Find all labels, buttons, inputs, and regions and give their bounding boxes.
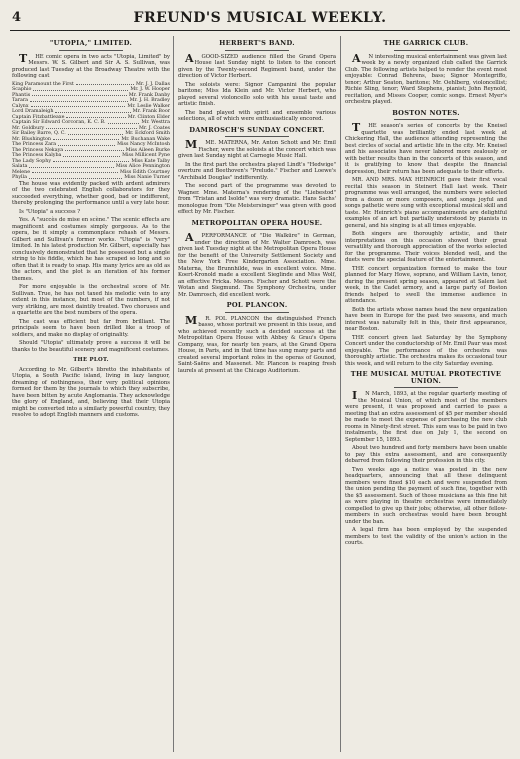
article-title: THE GARRICK CLUB. <box>383 39 469 47</box>
paragraph: According to Mr. Gilbert's libretto the inhabitants of Utopia, a South Pacific island, living in lazy languor, dreaming of nothingness, their very political opinions formed for them by the journals to which they subscribe, have been bitten by acute Anglomania. They acknowledge the glory of England, and, believing that their Utopia might be converted into a similarly powerful country, they resolve to adopt English manners and customs. <box>12 366 170 418</box>
paragraph: THE concert given last Saturday by the Symphony Concert under the conductorship of Mr. Emil Paur was most enjoyable. The performance of the orchestra was thoroughly artistic. The orchestra makes its occasional tour this week, and will return to the city Saturday evening. <box>345 334 507 367</box>
paragraph: The soloists were: Signor Campanini the popular baritone; Miss Ida Klein and Mr. Victor Herbert, who played several violoncello solo with his usual taste and artistic finish. <box>178 81 336 107</box>
paragraph: THE concert organization formed to make the tour planned for Mary Howe, soprano, and William Lavin, tenor, during the present spring season, appeared at Salem last week, in the Cadet armory, and a large party of Boston friends helped to swell the immense audience in attendance. <box>345 265 507 304</box>
column-3 <box>345 36 507 752</box>
column-1 <box>12 36 170 752</box>
cast-row: Captain Sir Edward Corcoran, K. C. B. Mr. Westtra <box>12 120 170 125</box>
cast-row: Calynx Mr. Leslie Walker <box>12 103 170 109</box>
page-number: 4 <box>12 10 22 25</box>
paragraph: The second part of the programme was devoted to Wagner. Mme. Materna's rendering of the "Liebestod" from "Tristan and Isolde" was very dramatic. Hans Sachs' monologue from "Die Meistersinger" was given with good effect by Mr. Fischer. <box>178 183 336 215</box>
cast-row: Melene Miss Edith Courtney <box>12 169 170 175</box>
cast-row: Tarara Mr. J. H. Bradley <box>12 98 170 103</box>
cast-row: King Paramount the First Mr. J. J. Dallas <box>12 81 170 87</box>
paragraph: MR. AND MRS. MAX HEINRICH gave their first vocal recital this season in Steinert Hall last week. Their programme was well arranged, the numbers were selected from a dozen or more composers, and songs joyful and songs pathetic were sung with exceptional musical skill and taste. Mr. Heinrich's piano accompaniments are delightful examples of an art but partially understood by pianists in general, and his singing is at all times enjoyable. <box>345 177 507 229</box>
paragraph: THE season's series of concerts by the Kneisel quartette was brilliantly ended last week at Chickering Hall, the audience attending representing the best circles of social and artistic life in the city. Mr. Kneisel and his associates have never labored more zealously or with better results than in the concerts of this season, and it is gratifying to know that despite the financial depression, their return has been adequate to their efforts. <box>345 121 507 175</box>
cast-row: The Lady Sophy Miss Kate Talby <box>12 158 170 164</box>
cast-row: Scaphio Mr. J. W. Hooper <box>12 87 170 92</box>
paragraph: The house was evidently packed with ardent admirers of the two celebrated English collaborators for they succeeded everything, whether good, bad or indifferent, thereby prolonging the performance until a very late hour. <box>12 180 170 206</box>
paragraph: MR. POL PLANCON the distinguished French basso, whose portrait we present in this issue, and who achieved recently such a decided success at the Metropolitan Opera House with Abbey & Grau's Opera Company, was, for nearly ten years, at the Grand Opera House, in Paris, and in that time has sung many parts and created several important roles in the operas of Gounod, Saint-Saëns and Massenet. Mr. Plancon is reaping fresh laurels at present at the Chicago Auditorium. <box>178 313 336 374</box>
article-title: HERBERT'S BAND. <box>219 39 295 47</box>
paragraph: For more enjoyable is the orchestral score of Mr. Sullivan. True, he has not taxed his melodic vein to any extent in this instance, but most of the numbers, if not very striking, are most daintily treated. Two choruses and a quartette are the best numbers of the opera. <box>12 284 170 316</box>
masthead: FREUND'S MUSICAL WEEKLY. <box>133 10 387 26</box>
cast-row: The Princess Nekaya Miss Aileen Burke <box>12 147 170 153</box>
paragraph: THE comic opera in two acts "Utopia, Limited" by Messrs. W. S. Gilbert and Sir A. S. Sullivan, was produced last Tuesday at the Broadway Theatre with the following cast <box>12 51 170 79</box>
paragraph: The cast was efficient but far from brilliant. The principals seem to have been drilled like a troop of soldiers, and make no display of originality. <box>12 318 170 338</box>
article-title: THE MUSICAL MUTUAL PROTECTIVE UNION. <box>350 370 502 385</box>
cast-list <box>12 82 170 181</box>
cast-row: Lord Dramaleigh Mr. Frank Boor <box>12 109 170 114</box>
article-title: "UTOPIA," LIMITED. <box>49 39 133 47</box>
paragraph: AGOOD-SIZED audience filled the Grand Opera House last Sunday night to listen to the concert given by the Twenty-second Regiment band, under the direction of Victor Herbert. <box>178 51 336 79</box>
column-divider <box>340 36 341 752</box>
paragraph: Both the artists whose names head the new organization have been in Europe for the past two seasons, and much interest was naturally felt in this, their first appearance, near Boston. <box>345 306 507 332</box>
paragraph: AN interesting musical entertainment was given last week by a newly organized club called the Garrick Club. The following artists helped to render the event most enjoyable: Conrad Behrens, bass; Signor Montegriffo, tenor; Arthur Seaton, baritone; Mr. Oehlberg, violoncellist; Richie Sling, tenor; Ward Stephens, pianist; John Reynold, recitation, and Misses Cooper, comic songs. Ernest Myer's orchestra played. <box>345 51 507 105</box>
cast-row: Mr. Goldbury Mr. J. Coates <box>12 125 170 131</box>
header-rule <box>10 30 510 31</box>
paragraph: In the first part the orchestra played Lindt's "Hedwige" overture and Beethoven's "Prelude." Fischer and Loewe's "Archibald Douglas" indifferently. <box>178 161 336 181</box>
article-title: DAMROSCH'S SUNDAY CONCERT. <box>189 125 325 134</box>
paragraph: A legal firm has been employed by the suspended members to test the validity of the union's action in the courts. <box>345 527 507 546</box>
cast-row: Phantis Mr. Frank Danby <box>12 92 170 98</box>
article-title: METROPOLITAN OPERA HOUSE. <box>191 218 323 227</box>
column-2 <box>178 36 336 752</box>
cast-row: Phylla Miss Nanie Turner <box>12 175 170 180</box>
paragraph: Is "Utopia" a success ? <box>19 208 81 215</box>
paragraph: Should "Utopia" ultimately prove a success it will be thanks to the beautiful scenery and magnificent costumes. <box>12 340 170 353</box>
cast-row: Sir Bailey Barre, Q. C. Mr. Eckford Smith <box>12 131 170 136</box>
paragraph: Two weeks ago a notice was posted in the new headquarters, announcing that all these delinquent members were fined $10 each and were suspended from the union pending the payment of such fine, together with the $5 assessment. Such of those musicians as this fine hit as were playing in theatre orchestras were immediately compelled to give up their jobs; otherwise, all other fellow-members in such orchestras would have been brought under the ban. <box>345 466 507 525</box>
paragraph: Yes. A "succès de mise en scène." The scenic effects are magnificent and costumes simply gorgeous. As to the opera, be it simply a commonplace rehash of Messrs. Gilbert and Sullivan's former works. "Utopia" is "very" limited. In his latest production Mr. Gilbert, especially has conclusively demonstrated that he possessed but a single string to his fiddle, which he has scraped so long and so often that it is ready to snap. His many lyrics are as old as the actors, and the plot is an iteration of his former themes. <box>12 217 170 282</box>
paragraph: Both singers are thoroughly artistic, and their interpretations on this occasion showed their great versatility and thorough appreciation of the works selected for the programme. Their voices blended well, and the duets were the special feature of the entertainment. <box>345 231 507 263</box>
cast-row: Captain Fitzbattleaxe Mr. Clinton Elder <box>12 114 170 120</box>
paragraph: About two hundred and forty members have been unable to pay this extra assessment, and are consequently debarred from following their profession in this city. <box>345 445 507 464</box>
paragraph: MME. MATERNA, Mr. Anton Schott and Mr. Emil Fischer, were the soloists at the concert which was given last Sunday night at Carnegie Music Hall. <box>178 138 336 159</box>
cast-row: Mr. Blushington Mr. Buchanan Wake <box>12 136 170 142</box>
section-subheading: THE PLOT. <box>73 357 109 363</box>
paragraph: APERFORMANCE of "Die Walküre" in German, under the direction of Mr. Walter Damrosch, was given last Tuesday night at the Metropolitan Opera House for the benefit of the University Settlement Society and the New York Free Kindergarten Association. Mme. Materna, the Brunnhilde, was in excellent voice. Mme. Koert-Kronold made a excellent Sieglinde and Miss Wolf, an effective Fricka. Messrs. Fischer and Schott were the Wotan and Siegmund. The Symphony Orchestra, under Mr. Damrosch, did excellent work. <box>178 231 336 298</box>
article-title: POL PLANCON. <box>226 301 288 309</box>
article-title: BOSTON NOTES. <box>392 108 460 117</box>
cast-row: The Princess Kalyba Miss Millicent Pyne <box>12 153 170 158</box>
cast-row: Salata Miss Alice Pennington <box>12 164 170 169</box>
column-divider <box>173 36 174 752</box>
paragraph: The band played with spirit and ensemble various selections, all of which were enthusiastically encored. <box>178 109 336 122</box>
cast-row: The Princess Zara Miss Nancy McIntosh <box>12 142 170 147</box>
paragraph: IN March, 1893, at the regular quarterly meeting of the Musical Union, of which most of the members were present, it was proposed and carried to pass a meeting that an extra assessment of $5 per member should be made to meet the expense of purchasing the new club rooms in Ninety-first street. This sum was to be paid in two instalments, the first due on July 1, the second on September 15, 1893. <box>345 389 507 443</box>
